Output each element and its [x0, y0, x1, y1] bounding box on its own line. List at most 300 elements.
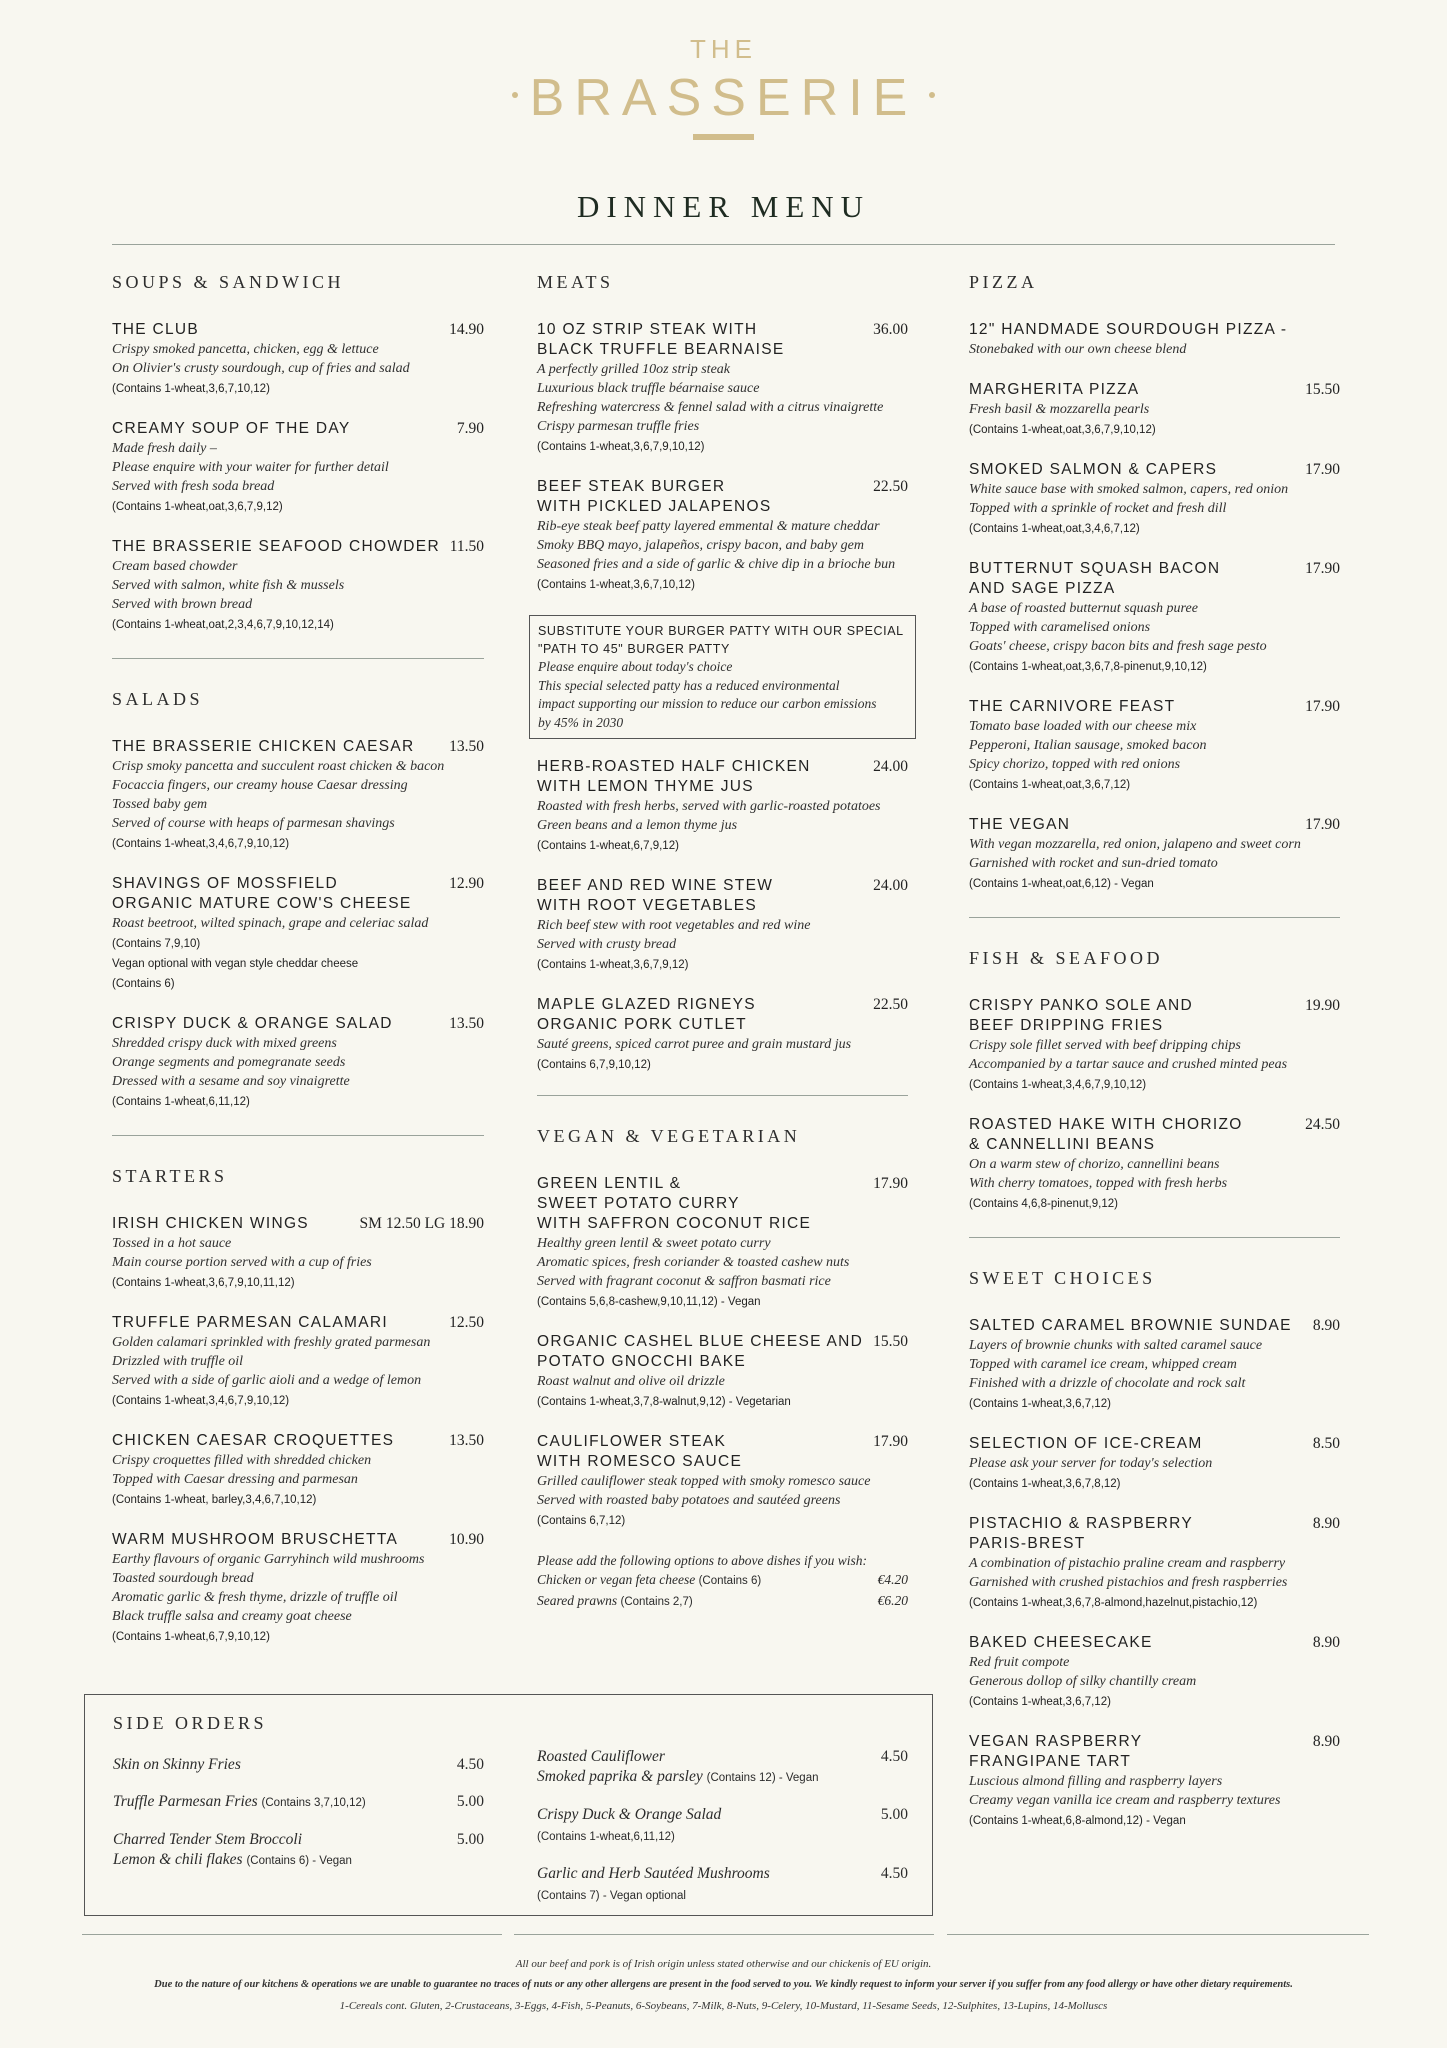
- side-order-allergens: (Contains 1-wheat,6,11,12): [537, 1831, 675, 1843]
- menu-item-description: Pepperoni, Italian sausage, smoked bacon: [969, 738, 1207, 753]
- section-title: SWEET CHOICES: [969, 1268, 1156, 1288]
- menu-item-description: Stonebaked with our own cheese blend: [969, 342, 1187, 357]
- menu-item-description: Garnished with crushed pistachios and fresh raspberries: [969, 1575, 1288, 1590]
- menu-item-description: Luscious almond filling and raspberry layers: [969, 1774, 1223, 1789]
- side-order-line: [537, 1864, 770, 1884]
- menu-item-description: Tossed in a hot sauce: [112, 1236, 232, 1251]
- menu-item-description: Golden calamari sprinkled with freshly grated parmesan: [112, 1335, 431, 1350]
- section-title-side-orders: SIDE ORDERS: [113, 1713, 268, 1733]
- menu-item: [969, 320, 1340, 359]
- menu-item-header: [969, 1316, 1340, 1336]
- menu-item: [112, 1530, 484, 1646]
- menu-item-allergens: (Contains 1-wheat,6,7,9,10,12): [112, 1631, 270, 1643]
- menu-item-name: TRUFFLE PARMESAN CALAMARI: [112, 1314, 388, 1331]
- special-patty-description: by 45% in 2030: [538, 714, 624, 730]
- menu-item-header: [112, 320, 484, 340]
- menu-item-name: 12" HANDMADE SOURDOUGH PIZZA -: [969, 321, 1288, 338]
- addon-name: Chicken or vegan feta cheese: [537, 1572, 696, 1587]
- menu-item-description: Fresh basil & mozzarella pearls: [969, 402, 1150, 417]
- menu-item-description: Drizzled with truffle oil: [112, 1354, 244, 1369]
- menu-item-price: 36.00: [873, 321, 908, 338]
- menu-item-description: Crispy parmesan truffle fries: [537, 419, 700, 434]
- menu-item-allergens: (Contains 4,6,8-pinenut,9,12): [969, 1198, 1118, 1210]
- menu-item-name: CHICKEN CAESAR CROQUETTES: [112, 1432, 395, 1449]
- menu-item-description: Main course portion served with a cup of fries: [112, 1255, 372, 1270]
- menu-item-description: Crisp smoky pancetta and succulent roast chicken & bacon: [112, 759, 445, 774]
- menu-item-name: MARGHERITA PIZZA: [969, 381, 1140, 398]
- section-title: PIZZA: [969, 272, 1038, 292]
- menu-item-description: Served with fresh soda bread: [112, 479, 275, 494]
- menu-item-header: [969, 460, 1340, 480]
- menu-item-description: A combination of pistachio praline cream and raspberry: [969, 1556, 1286, 1571]
- menu-item-name: WARM MUSHROOM BRUSCHETTA: [112, 1531, 399, 1548]
- menu-item-allergens: (Contains 1-wheat,3,6,7,12): [969, 1696, 1111, 1708]
- side-order-text: Garlic and Herb Sautéed Mushrooms: [537, 1865, 770, 1882]
- side-order-allergens: (Contains 6) - Vegan: [246, 1855, 352, 1867]
- side-order-text: Charred Tender Stem Broccoli: [113, 1831, 302, 1848]
- menu-item-name: MAPLE GLAZED RIGNEYS ORGANIC PORK CUTLET: [537, 996, 756, 1033]
- menu-item-price: 8.90: [1312, 1317, 1340, 1334]
- menu-item-name: ROASTED HAKE WITH CHORIZO & CANNELLINI BEANS: [969, 1116, 1243, 1153]
- menu-item-price: 19.90: [1305, 997, 1340, 1014]
- menu-item-description: Shredded crispy duck with mixed greens: [112, 1036, 337, 1051]
- side-order-name: [113, 1830, 352, 1871]
- menu-item: [969, 559, 1340, 676]
- menu-item: [112, 1431, 484, 1509]
- menu-item-description: Served of course with heaps of parmesan shavings: [112, 816, 395, 831]
- menu-item-description: Creamy vegan vanilla ice cream and raspberry textures: [969, 1793, 1281, 1808]
- menu-item-price: 24.00: [873, 758, 908, 775]
- menu-item-header: [537, 876, 908, 916]
- menu-item-description: Aromatic garlic & fresh thyme, drizzle of truffle oil: [112, 1590, 398, 1605]
- menu-item-header: [969, 559, 1340, 599]
- menu-item-description: Roast walnut and olive oil drizzle: [537, 1374, 725, 1389]
- menu-item: [537, 320, 908, 456]
- menu-item-price: 14.90: [449, 321, 484, 338]
- menu-item: [112, 320, 484, 398]
- footer-divider-middle: [514, 1934, 934, 1935]
- menu-item-name: SHAVINGS OF MOSSFIELD ORGANIC MATURE COW'S CHEESE: [112, 875, 412, 912]
- menu-item-name: SELECTION OF ICE-CREAM: [969, 1435, 1203, 1452]
- menu-item-allergens: (Contains 1-wheat,3,4,6,7,9,10,12): [112, 1395, 290, 1407]
- footer-allergen-key: 1-Cereals cont. Gluten, 2-Crustaceans, 3-Eggs, 4-Fish, 5-Peanuts, 6-Soybeans, 7-Milk, 8-Nuts, 9-Celery, 10-Mustard, 11-Sesame Seeds, 12-Sulphites, 13-Lupins, 14-Molluscs: [339, 2000, 1108, 2012]
- side-order-name: [537, 1747, 818, 1788]
- menu-item-price: 22.50: [873, 996, 908, 1013]
- menu-item-allergens: (Contains 1-wheat,6,8-almond,12) - Vegan: [969, 1815, 1186, 1827]
- menu-item-allergens: (Contains 1-wheat,oat,3,4,6,7,12): [969, 523, 1140, 535]
- menu-item: [112, 874, 484, 993]
- menu-item-name: HERB-ROASTED HALF CHICKEN WITH LEMON THYME JUS: [537, 758, 811, 795]
- side-order-price: 4.50: [456, 1756, 484, 1773]
- menu-item: [969, 996, 1340, 1094]
- menu-item-price: 17.90: [1305, 698, 1340, 715]
- menu-item-header: [537, 320, 908, 360]
- menu-item-allergens: (Contains 6): [112, 978, 175, 990]
- menu-item-name: SMOKED SALMON & CAPERS: [969, 461, 1218, 478]
- side-order-name: [113, 1792, 366, 1813]
- menu-item-price: 17.90: [1305, 560, 1340, 577]
- side-order-name: [113, 1755, 241, 1775]
- menu-item: [112, 1313, 484, 1410]
- menu-item-header: [537, 1332, 908, 1372]
- menu-item: [537, 1432, 908, 1530]
- menu-item-name: CREAMY SOUP OF THE DAY: [112, 420, 351, 437]
- menu-item-description: Black truffle salsa and creamy goat cheese: [112, 1609, 352, 1624]
- logo-brasserie: [0, 68, 1447, 128]
- menu-item-description: Orange segments and pomegranate seeds: [112, 1055, 346, 1070]
- menu-item-description: With cherry tomatoes, topped with fresh herbs: [969, 1176, 1228, 1191]
- menu-item-description: Grilled cauliflower steak topped with smoky romesco sauce: [537, 1474, 871, 1489]
- addon-allergens: (Contains 6): [698, 1575, 762, 1587]
- side-order-item: [537, 1864, 908, 1906]
- menu-item: [969, 1115, 1340, 1213]
- menu-item: [969, 380, 1340, 439]
- addon-options: [537, 1551, 908, 1612]
- side-order-item: [113, 1755, 484, 1775]
- menu-item-name: 10 OZ STRIP STEAK WITH BLACK TRUFFLE BEARNAISE: [537, 321, 785, 358]
- menu-item-name: ORGANIC CASHEL BLUE CHEESE AND POTATO GNOCCHI BAKE: [537, 1333, 864, 1370]
- menu-item-allergens: (Contains 1-wheat,3,6,7,10,12): [112, 383, 270, 395]
- menu-item: [537, 876, 908, 974]
- menu-item-description: Served with roasted baby potatoes and sautéed greens: [537, 1493, 841, 1508]
- menu-item: [537, 995, 908, 1074]
- side-order-line: [113, 1850, 352, 1871]
- menu-item-description: Spicy chorizo, topped with red onions: [969, 757, 1181, 772]
- menu-item-price: 17.90: [1305, 461, 1340, 478]
- menu-item-price: 24.00: [873, 877, 908, 894]
- addon-allergens: (Contains 2,7): [620, 1596, 693, 1608]
- menu-item-name: VEGAN RASPBERRY FRANGIPANE TART: [969, 1733, 1143, 1770]
- menu-item-price: SM 12.50 LG 18.90: [359, 1215, 484, 1232]
- side-order-text: Smoked paprika & parsley: [537, 1768, 703, 1785]
- menu-item-description: Focaccia fingers, our creamy house Caesar dressing: [112, 778, 408, 793]
- menu-item-allergens: (Contains 1-wheat,oat,6,12) - Vegan: [969, 878, 1154, 890]
- menu-item-name: BEEF STEAK BURGER WITH PICKLED JALAPENOS: [537, 478, 772, 515]
- section-divider: [112, 658, 484, 659]
- menu-item-header: [537, 1432, 908, 1472]
- menu-item-header: [537, 477, 908, 517]
- menu-item-description: Topped with a sprinkle of rocket and fresh dill: [969, 501, 1227, 516]
- menu-item-header: [969, 320, 1340, 340]
- menu-item-description: On Olivier's crusty sourdough, cup of fries and salad: [112, 361, 410, 376]
- addon-price: €4.20: [877, 1572, 908, 1587]
- addon-intro: Please add the following options to above dishes if you wish:: [537, 1553, 867, 1568]
- menu-item-description: With vegan mozzarella, red onion, jalapeno and sweet corn: [969, 837, 1301, 852]
- menu-item-header: [969, 996, 1340, 1036]
- section-divider: [112, 1135, 484, 1136]
- menu-item-description: Aromatic spices, fresh coriander & toasted cashew nuts: [537, 1255, 850, 1270]
- menu-item-price: 13.50: [449, 738, 484, 755]
- menu-item-name: BAKED CHEESECAKE: [969, 1634, 1153, 1651]
- menu-item-description: Dressed with a sesame and soy vinaigrette: [112, 1074, 350, 1089]
- menu-item-description: Tossed baby gem: [112, 797, 208, 812]
- addon-option: [537, 1570, 908, 1591]
- side-orders-right: [537, 1747, 908, 1923]
- menu-item-price: 7.90: [456, 420, 484, 437]
- middle-column: [537, 272, 908, 1612]
- menu-item-name: GREEN LENTIL & SWEET POTATO CURRY WITH SAFFRON COCONUT RICE: [537, 1175, 812, 1232]
- menu-item-description: Topped with caramelised onions: [969, 620, 1151, 635]
- menu-item-description: Luxurious black truffle béarnaise sauce: [537, 381, 760, 396]
- menu-item-allergens: (Contains 6,7,12): [537, 1515, 626, 1527]
- menu-item-description: Toasted sourdough bread: [112, 1571, 254, 1586]
- menu-item-allergens: Vegan optional with vegan style cheddar cheese: [112, 958, 359, 970]
- menu-item-description: Roast beetroot, wilted spinach, grape and celeriac salad: [112, 916, 429, 931]
- section-divider: [537, 1095, 908, 1096]
- addon-option: [537, 1591, 908, 1612]
- side-order-allergens: (Contains 3,7,10,12): [261, 1797, 366, 1809]
- menu-item-allergens: (Contains 1-wheat,oat,3,6,7,12): [969, 779, 1131, 791]
- menu-item-description: Made fresh daily –: [112, 441, 217, 456]
- side-order-line: [113, 1755, 241, 1775]
- menu-item-description: Crispy croquettes filled with shredded chicken: [112, 1453, 372, 1468]
- side-order-item: [113, 1830, 484, 1871]
- page-title: DINNER MENU: [576, 189, 871, 224]
- menu-item-description: Crispy smoked pancetta, chicken, egg & lettuce: [112, 342, 379, 357]
- side-order-text: Truffle Parmesan Fries: [113, 1793, 258, 1810]
- side-orders-box: [84, 1694, 933, 1916]
- menu-item-price: 22.50: [873, 478, 908, 495]
- footer-origin-note: All our beef and pork is of Irish origin unless stated otherwise and our chickenis of EU origin.: [515, 1958, 932, 1970]
- menu-item-description: Served with brown bread: [112, 597, 253, 612]
- menu-item-name: CAULIFLOWER STEAK WITH ROMESCO SAUCE: [537, 1433, 743, 1470]
- footer-divider-left: [82, 1934, 502, 1935]
- section-title: STARTERS: [112, 1166, 228, 1186]
- menu-item: [537, 1174, 908, 1311]
- menu-item-allergens: (Contains 7,9,10): [112, 938, 201, 950]
- special-patty-description: Please enquire about today's choice: [538, 659, 733, 674]
- menu-item-price: 17.90: [873, 1175, 908, 1192]
- side-order-line: [113, 1792, 366, 1813]
- menu-item-allergens: (Contains 1-wheat,3,4,6,7,9,10,12): [969, 1079, 1147, 1091]
- side-order-text: Lemon & chili flakes: [113, 1851, 243, 1868]
- menu-item-header: [969, 1732, 1340, 1772]
- menu-item-price: 12.50: [449, 1314, 484, 1331]
- menu-item-description: Accompanied by a tartar sauce and crushed minted peas: [969, 1057, 1288, 1072]
- menu-item-price: 12.90: [449, 875, 484, 892]
- side-order-price: 4.50: [880, 1748, 908, 1765]
- menu-item-allergens: (Contains 1-wheat,3,6,7,9,10,11,12): [112, 1277, 295, 1289]
- addon-price: €6.20: [877, 1593, 908, 1608]
- addon-name-wrap: [537, 1591, 693, 1612]
- menu-item-description: Smoky BBQ mayo, jalapeños, crispy bacon, and baby gem: [537, 538, 864, 553]
- logo-underline: [693, 134, 754, 140]
- menu-item-header: [969, 697, 1340, 717]
- menu-item-allergens: (Contains 1-wheat,6,7,9,12): [537, 840, 679, 852]
- footer-divider-right: [947, 1934, 1369, 1935]
- section-title-meats: MEATS: [537, 272, 614, 292]
- side-order-item: [537, 1747, 908, 1788]
- menu-item-name: THE CARNIVORE FEAST: [969, 698, 1176, 715]
- menu-item-header: [112, 419, 484, 439]
- menu-item-description: Cream based chowder: [112, 559, 238, 574]
- menu-item: [112, 737, 484, 853]
- menu-item-header: [969, 1434, 1340, 1454]
- menu-item-description: Rib-eye steak beef patty layered emmental & mature cheddar: [537, 519, 880, 534]
- menu-item: [969, 1434, 1340, 1493]
- menu-item-description: Topped with caramel ice cream, whipped cream: [969, 1357, 1237, 1372]
- menu-item-allergens: (Contains 1-wheat,3,6,7,8-almond,hazelnut,pistachio,12): [969, 1597, 1258, 1609]
- menu-item-description: Served with fragrant coconut & saffron basmati rice: [537, 1274, 831, 1289]
- menu-item-description: Red fruit compote: [969, 1655, 1070, 1670]
- menu-item: [969, 697, 1340, 794]
- menu-item: [537, 1332, 908, 1411]
- logo-wordmark: BRASSERIE: [529, 69, 918, 127]
- side-order-item: [113, 1792, 484, 1813]
- menu-item-description: Goats' cheese, crispy bacon bits and fresh sage pesto: [969, 639, 1267, 654]
- menu-item: [969, 1633, 1340, 1711]
- menu-item-description: A base of roasted butternut squash puree: [969, 601, 1198, 616]
- footer-allergen-disclaimer: Due to the nature of our kitchens & operations we are unable to guarantee no traces of nuts or any other allergens are present in the food served to you. We kindly request to inform your server if you suffer from any food allergy or have other dietary requirements.: [154, 1979, 1293, 1990]
- addon-name-wrap: [537, 1570, 761, 1591]
- menu-item-allergens: (Contains 5,6,8-cashew,9,10,11,12) - Vegan: [537, 1296, 761, 1308]
- right-column: [969, 272, 1340, 1851]
- menu-item-description: Earthy flavours of organic Garryhinch wild mushrooms: [112, 1552, 425, 1567]
- menu-item: [537, 477, 908, 594]
- menu-item-name: IRISH CHICKEN WINGS: [112, 1215, 309, 1232]
- logo-dot-right: [929, 92, 935, 98]
- side-order-price: 4.50: [880, 1865, 908, 1882]
- menu-item-allergens: (Contains 1-wheat,oat,3,6,7,9,10,12): [969, 424, 1156, 436]
- side-order-name: [537, 1864, 770, 1906]
- menu-item-name: THE VEGAN: [969, 816, 1071, 833]
- menu-item: [112, 419, 484, 516]
- side-order-line: [537, 1747, 818, 1767]
- menu-item-header: [969, 815, 1340, 835]
- menu-item-price: 17.90: [1305, 816, 1340, 833]
- menu-item-header: [969, 1514, 1340, 1554]
- menu-item: [969, 1732, 1340, 1830]
- menu-item-description: Layers of brownie chunks with salted caramel sauce: [969, 1338, 1263, 1353]
- menu-item-description: Generous dollop of silky chantilly cream: [969, 1674, 1197, 1689]
- left-column: [112, 272, 484, 1667]
- menu-item-allergens: (Contains 1-wheat,3,6,7,10,12): [537, 579, 695, 591]
- menu-item-allergens: (Contains 1-wheat,3,6,7,12): [969, 1398, 1111, 1410]
- menu-item: [112, 1214, 484, 1292]
- menu-item-allergens: (Contains 1-wheat,oat,3,6,7,8-pinenut,9,10,12): [969, 661, 1207, 673]
- menu-item-description: Served with a side of garlic aioli and a wedge of lemon: [112, 1373, 422, 1388]
- side-order-item: [537, 1805, 908, 1847]
- section-title: FISH & SEAFOOD: [969, 948, 1164, 968]
- menu-item-header: [969, 380, 1340, 400]
- logo-dot-left: [512, 92, 518, 98]
- menu-item-name: BUTTERNUT SQUASH BACON AND SAGE PIZZA: [969, 560, 1221, 597]
- side-order-text: Crispy Duck & Orange Salad: [537, 1806, 722, 1823]
- menu-item-price: 8.90: [1312, 1515, 1340, 1532]
- menu-item-header: [112, 1530, 484, 1550]
- menu-item-description: Served with crusty bread: [537, 937, 677, 952]
- menu-item-header: [112, 1214, 484, 1234]
- menu-item-header: [537, 995, 908, 1035]
- menu-item-price: 8.90: [1312, 1733, 1340, 1750]
- menu-item-allergens: (Contains 1-wheat,3,7,8-walnut,9,12) - Vegetarian: [537, 1396, 791, 1408]
- menu-item-header: [112, 1313, 484, 1333]
- menu-item-allergens: (Contains 1-wheat,oat,3,6,7,9,12): [112, 501, 283, 513]
- menu-item-price: 17.90: [873, 1433, 908, 1450]
- menu-item: [969, 1316, 1340, 1413]
- side-order-line: [537, 1805, 721, 1825]
- menu-item-description: Roasted with fresh herbs, served with garlic-roasted potatoes: [537, 799, 881, 814]
- side-order-allergens: (Contains 12) - Vegan: [706, 1772, 819, 1784]
- menu-item-price: 24.50: [1305, 1116, 1340, 1133]
- menu-item-name: THE BRASSERIE SEAFOOD CHOWDER: [112, 538, 440, 555]
- menu-item-name: THE BRASSERIE CHICKEN CAESAR: [112, 738, 415, 755]
- menu-item: [537, 757, 908, 855]
- menu-item-name: PISTACHIO & RASPBERRY PARIS-BREST: [969, 1515, 1193, 1552]
- menu-item-allergens: (Contains 6,7,9,10,12): [537, 1059, 651, 1071]
- menu-item-name: THE CLUB: [112, 321, 200, 338]
- menu-item-header: [969, 1115, 1340, 1155]
- menu-item-description: Tomato base loaded with our cheese mix: [969, 719, 1197, 734]
- menu-item-description: Please ask your server for today's selection: [969, 1456, 1213, 1471]
- menu-item-header: [112, 537, 484, 557]
- section-title-vegan: VEGAN & VEGETARIAN: [537, 1126, 801, 1146]
- menu-item: [969, 460, 1340, 538]
- menu-item-header: [969, 1633, 1340, 1653]
- menu-item-description: Refreshing watercress & fennel salad with a citrus vinaigrette: [537, 400, 884, 415]
- special-patty-box: [529, 615, 916, 739]
- menu-item-description: Seasoned fries and a side of garlic & chive dip in a brioche bun: [537, 557, 896, 572]
- menu-item-header: [537, 1174, 908, 1234]
- menu-item-allergens: (Contains 1-wheat,oat,2,3,4,6,7,9,10,12,14): [112, 619, 334, 631]
- menu-item-price: 10.90: [449, 1531, 484, 1548]
- menu-item-description: Garnished with rocket and sun-dried tomato: [969, 856, 1218, 871]
- side-orders-left: [113, 1755, 484, 1888]
- menu-item-header: [112, 737, 484, 757]
- menu-item-description: Rich beef stew with root vegetables and red wine: [537, 918, 811, 933]
- side-order-name: [537, 1805, 721, 1847]
- menu-item-description: Served with salmon, white fish & mussels: [112, 578, 345, 593]
- menu-item-description: White sauce base with smoked salmon, capers, red onion: [969, 482, 1289, 497]
- menu-item-description: On a warm stew of chorizo, cannellini beans: [969, 1157, 1220, 1172]
- menu-item-name: SALTED CARAMEL BROWNIE SUNDAE: [969, 1317, 1292, 1334]
- menu-item-price: 11.50: [449, 538, 484, 555]
- menu-item-name: CRISPY PANKO SOLE AND BEEF DRIPPING FRIES: [969, 997, 1193, 1034]
- section-title: SOUPS & SANDWICH: [112, 272, 345, 292]
- menu-item-description: Green beans and a lemon thyme jus: [537, 818, 738, 833]
- menu-item: [969, 1514, 1340, 1612]
- side-order-line: [113, 1830, 352, 1850]
- menu-item: [969, 815, 1340, 893]
- menu-item-allergens: (Contains 1-wheat,3,4,6,7,9,10,12): [112, 838, 290, 850]
- section-divider: [969, 1237, 1340, 1238]
- menu-item: [112, 1014, 484, 1111]
- menu-item-description: Sauté greens, spiced carrot puree and grain mustard jus: [537, 1037, 852, 1052]
- menu-item-name: CRISPY DUCK & ORANGE SALAD: [112, 1015, 393, 1032]
- menu-item-price: 8.90: [1312, 1634, 1340, 1651]
- special-patty-title: SUBSTITUTE YOUR BURGER PATTY WITH OUR SPECIAL "PATH TO 45" BURGER PATTY: [538, 624, 904, 656]
- menu-item-price: 15.50: [1305, 381, 1340, 398]
- menu-item-name: BEEF AND RED WINE STEW WITH ROOT VEGETABLES: [537, 877, 774, 914]
- menu-item-allergens: (Contains 1-wheat,3,6,7,9,12): [537, 959, 689, 971]
- section-title: SALADS: [112, 689, 204, 709]
- menu-item-description: Crispy sole fillet served with beef dripping chips: [969, 1038, 1241, 1053]
- special-patty-description: impact supporting our mission to reduce our carbon emissions: [538, 696, 877, 711]
- special-patty-description: This special selected patty has a reduced environmental: [538, 677, 840, 693]
- header-divider: [112, 244, 1335, 245]
- logo-the: THE: [690, 34, 757, 64]
- menu-item: [112, 537, 484, 634]
- side-order-price: 5.00: [880, 1806, 908, 1823]
- side-order-line: [537, 1767, 818, 1788]
- menu-item-header: [537, 757, 908, 797]
- menu-item-price: 8.50: [1312, 1435, 1340, 1452]
- menu-item-description: Healthy green lentil & sweet potato curry: [537, 1236, 771, 1251]
- menu-item-price: 13.50: [449, 1432, 484, 1449]
- menu-item-price: 15.50: [873, 1333, 908, 1350]
- side-order-price: 5.00: [456, 1793, 484, 1810]
- menu-item-description: Finished with a drizzle of chocolate and rock salt: [969, 1376, 1246, 1391]
